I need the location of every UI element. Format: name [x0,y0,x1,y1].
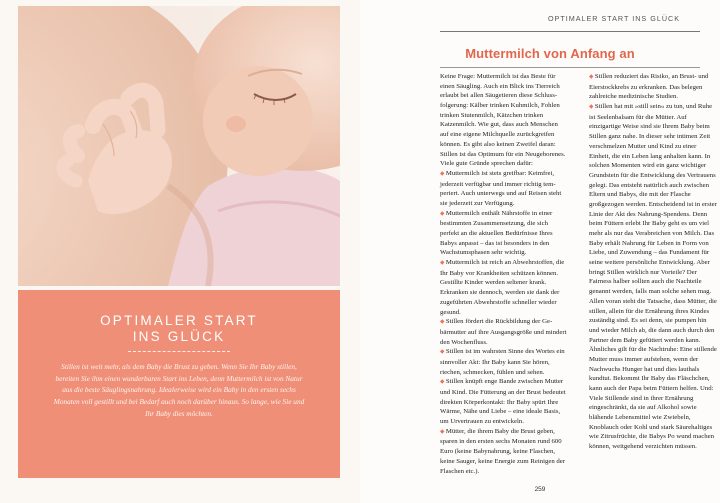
promo-title: OPTIMALER START INS GLÜCK [100,313,258,344]
paragraph-text: Muttermilch ist stets greifbar: Keimfrei, jederzeit verfügbar und immer richtig temperiert. Auch unterwegs und auf Reisen steht sie jederzeit zur Verfügung. [440,169,562,207]
text-column-1 [440,72,568,476]
promo-box [18,290,340,478]
bullet-icon: ◆ [440,428,446,435]
promo-text: Stillen ist weit mehr, als dem Baby die Brust zu geben. Wenn Sie Ihr Baby stillen, bereiten Sie ihm einen wunderbaren Start ins Leben, denn Muttermilch ist von Natur aus die beste Säuglingsnahrung. Idealerweise wird ein Baby in den ersten sechs Monaten voll gestillt und bei Bedarf auch noch darüber hinaus. So lange, wie Sie und Ihr Baby dies möchten. [53,362,305,418]
bullet-icon: ◆ [440,260,446,267]
paragraph [440,209,568,258]
paragraph-text: Muttermilch enthält Nährstoffe in einer bestimmten Zusammensetzung, die sich perfekt an die aktuellen Bedürfnisse Ihres Babys anpasst – das ist besonders in den Wachstumsphasen sehr wichtig. [440,209,553,257]
bullet-icon: ◆ [440,349,446,356]
article-title: Muttermilch von Anfang an [465,46,635,61]
paragraph-text: Keine Frage: Muttermilch ist das Beste für einen Säugling. Auch ein Blick ins Tierreich erlaubt bei allen Säugetieren diese Schlussfolgerung: Kälber trinken Kuhmilch, Fohlen trinken Stutenmilch, Kätzchen trinken Katzenmilch. Wie gut, dass auch Menschen auf eine eigene Milchquelle zurückgreifen können. Es gibt also keinen Zweifel daran: Stillen ist das Optimum für ein Neugeborenes. Viele gute Gründe sprechen dafür: [440,73,566,168]
bullet-icon: ◆ [589,104,595,111]
running-head: OPTIMALER START INS GLÜCK [547,14,680,23]
text-column-2 [589,72,717,452]
paragraph [440,169,568,209]
paragraph [589,72,717,102]
title-rule [440,67,700,68]
paragraph-text: Muttermilch ist reich an Abwehrstoffen, die Ihr Baby vor Krankheiten schützen können. Gestillte Kinder werden seltener krank. Erkranken sie dennoch, werden sie dank der zugeführten Abwehrstoffe schneller wieder gesund. [440,259,565,316]
paragraph [440,377,568,426]
paragraph-text: Stillen fördert die Rückbildung der Gebärmutter auf ihre Ausgangsgröße und mindert den Wochenfluss. [440,318,567,346]
promo-divider [128,351,230,352]
paragraph-text: Stillen hat mit »still sein« zu tun, und Ruhe ist Seelenbalsam für die Mütter. Auf einzigartige Weise sind sie Ihrem Baby beim Stillen ganz nahe. In dieser sehr intimen Zeit verschmelzen Mutter und Kind zu einer Einheit, die ein Leben lang anhalten kann. In solchen Momenten wird ein ganz wichtiger Grundstein für die Entwicklung des Vertrauens gelegt. Das entsteht natürlich auch zwischen Eltern und Babys, die mit der Flasche großgezogen werden. Entscheidend ist in erster Linie der Akt des Nahrung-Spendens. Denn beim Füttern erlebt Ihr Baby geht es um viel mehr als nur das Verabreichen von Milch. Das Baby erhält Nahrung für Leben in Form von Liebe, und Zuwendung – das Fundament für seine weitere persönliche Entwicklung. Aber bringt Stillen wirklich nur Vorteile? Der Fairness halber sollten auch die Nachteile genannt werden, falls man solche sehen mag. Allen voran steht die Tatsache, dass Mütter, die stillen, allein für die Ernährung ihres Kindes zuständig sind. Es sei denn, sie pumpen hin und wieder Milch ab, die dann auch durch den Partner dem Baby gefüttert werden kann. Ähnliches gilt für die Nachtruhe: Eine stillende Mutter muss immer aufstehen, wenn der Nachwuchs Hunger hat und dies lauthals kundtut. Bekommt Ihr Baby das Fläschchen, kann auch der Papa beim Füttern helfen. Und: Viele Stillende sind in ihrer Ernährung eingeschränkt, da sie auf Alkohol sowie blähende Lebensmittel wie Zwiebeln, Knoblauch oder Kohl und stark Säurehaltiges wie Zitrusfrüchte, die Babys Po wund machen können, weitgehend verzichten müssen. [589,103,717,451]
paragraph [440,347,568,377]
bullet-icon: ◆ [589,74,595,80]
paragraph [440,258,568,317]
bullet-icon: ◆ [440,379,446,386]
paragraph-text: Mütter, die ihrem Baby die Brust geben, sparen in den ersten sechs Monaten rund 600 Euro (keine Babynahrung, keine Flaschen, keine Sauger, keine Energie zum Reinigen der Flaschen etc.). [440,427,565,475]
paragraph-text: Stillen knüpft enge Bande zwischen Mutter und Kind. Die Fütterung an der Brust bedeutet direkten Körperkontakt: Ihr Baby spürt Ihre Wärme, Nähe und Liebe – eine ideale Basis, um Urvertrauen zu entwickeln. [440,378,566,426]
paragraph [440,317,568,347]
paragraph [589,102,717,452]
paragraph-text: Stillen ist im wahrsten Sinne des Wortes ein sinnvoller Akt: Ihr Baby kann Sie hören, riechen, schmecken, fühlen und sehen. [440,348,565,376]
bullet-icon: ◆ [440,319,446,326]
bullet-icon: ◆ [440,210,446,217]
paragraph [440,427,568,476]
paragraph [440,72,568,169]
page-number: 259 [534,486,546,493]
right-page [360,0,720,503]
bullet-icon: ◆ [440,170,446,177]
breastfeeding-photo [18,6,340,286]
header-rule [440,31,700,32]
paragraph-text: Stillen reduziert das Risiko, an Brust- und Eierstockkrebs zu erkranken. Das belegen zahlreiche medizinische Studien. [589,73,709,101]
